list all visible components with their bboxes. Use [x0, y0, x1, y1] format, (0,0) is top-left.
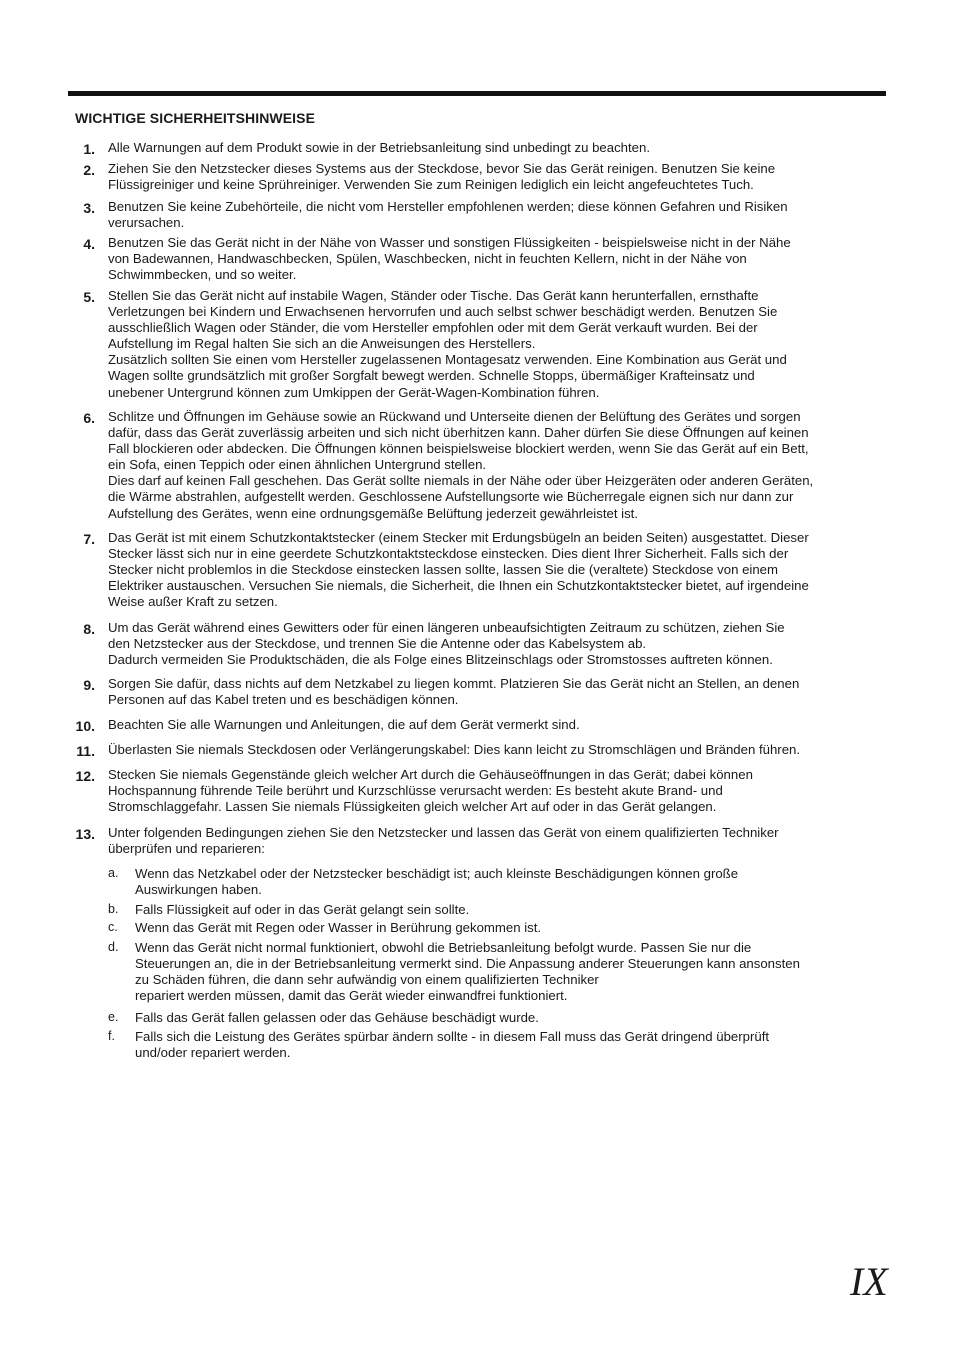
text-line: Überlasten Sie niemals Steckdosen oder Verlängerungskabel: Dies kann leicht zu Stromschlägen und Bränden führen.	[108, 742, 801, 757]
item-number: 8.	[83, 621, 95, 637]
text-line: Ziehen Sie den Netzstecker dieses Systems aus der Steckdose, bevor Sie das Gerät reinigen. Benutzen Sie keine	[108, 161, 776, 176]
text-line: verursachen.	[108, 215, 185, 231]
list-item	[70, 199, 882, 231]
item-number: 7.	[83, 531, 95, 547]
text-line: Fall blockieren oder abdecken. Die Öffnungen können beispielsweise blockiert werden, wenn Sie das Gerät auf ein Bett,	[108, 441, 809, 457]
item-text	[108, 235, 882, 283]
sub-item-letter: f.	[108, 1029, 115, 1043]
item-number: 5.	[83, 289, 95, 305]
item-text	[108, 140, 882, 156]
item-number: 6.	[83, 410, 95, 426]
text-line: ein Sofa, einen Teppich oder einen ähnlichen Untergrund stellen.	[108, 457, 487, 473]
page-number: IX	[850, 1259, 888, 1304]
text-line: von Badewannen, Handwaschbecken, Spülen, Waschbecken, nicht in feuchten Kellern, nicht in der Nähe von	[108, 251, 747, 267]
item-text	[108, 409, 882, 522]
list-item	[70, 161, 882, 193]
text-line: die Wärme abstrahlen, aufgestellt werden. Geschlossene Aufstellungsorte wie Bücherregale eignen sich nur dann zur	[108, 489, 794, 505]
text-line: zu Schäden führen, die dann sehr aufwändig von einem qualifizierten Techniker	[135, 972, 599, 988]
text-line: Schwimmbecken, und so weiter.	[108, 267, 297, 283]
text-line: Personen auf das Kabel treten und es beschädigen können.	[108, 692, 459, 708]
item-text	[108, 676, 882, 708]
item-number: 1.	[83, 141, 95, 157]
item-number: 11.	[76, 743, 95, 759]
list-item	[70, 288, 882, 401]
text-line: Schlitze und Öffnungen im Gehäuse sowie an Rückwand und Unterseite dienen der Belüftung des Gerätes und sorgen	[108, 409, 801, 424]
item-text	[108, 288, 882, 401]
item-text	[108, 620, 882, 668]
list-item	[70, 140, 882, 156]
item-number: 2.	[83, 162, 95, 178]
text-line: überprüfen und reparieren:	[108, 841, 265, 857]
header-rule	[68, 91, 886, 96]
text-line: Zusätzlich sollten Sie einen vom Hersteller zugelassenen Montagesatz verwenden. Eine Kombination aus Gerät und	[108, 352, 787, 368]
list-item	[70, 717, 882, 733]
text-line: Wenn das Gerät mit Regen oder Wasser in Berührung gekommen ist.	[135, 920, 542, 935]
sub-item	[108, 902, 878, 918]
text-line: Stecker lässt sich nur in eine geerdete Schutzkontaktsteckdose einstecken. Dies dient Ihrer Sicherheit. Falls sich der	[108, 546, 789, 562]
text-line: Verletzungen bei Kindern und Erwachsenen hervorrufen und auch selbst schwer beschädigt werden. Benutzen Sie	[108, 304, 778, 320]
sub-item-text	[135, 1029, 878, 1061]
list-item	[70, 767, 882, 815]
sub-item-letter: d.	[108, 940, 119, 954]
text-line: Wenn das Gerät nicht normal funktioniert, obwohl die Betriebsanleitung befolgt wurde. Passen Sie nur die	[135, 940, 752, 955]
text-line: Auswirkungen haben.	[135, 882, 262, 898]
text-line: Sorgen Sie dafür, dass nichts auf dem Netzkabel zu liegen kommt. Platzieren Sie das Gerät nicht an Stellen, an denen	[108, 676, 800, 691]
item-text	[108, 742, 882, 758]
text-line: Dies darf auf keinen Fall geschehen. Das Gerät sollte niemals in der Nähe oder über Heizgeräten oder anderen Geräten,	[108, 473, 814, 489]
text-line: Elektriker austauschen. Versuchen Sie niemals, die Sicherheit, die Ihnen ein Schutzkontaktstecker bietet, auf irgendeine	[108, 578, 809, 594]
text-line: Stecken Sie niemals Gegenstände gleich welcher Art durch die Gehäuseöffnungen in das Gerät; dabei können	[108, 767, 753, 782]
item-number: 3.	[83, 200, 95, 216]
list-item	[70, 742, 882, 758]
text-line: Unter folgenden Bedingungen ziehen Sie den Netzstecker und lassen das Gerät von einem qualifizierten Techniker	[108, 825, 779, 840]
sub-item-letter: a.	[108, 866, 119, 880]
text-line: den Netzstecker aus der Steckdose, und trennen Sie die Antenne oder das Kabelsystem ab.	[108, 636, 647, 652]
sub-item	[108, 940, 878, 1004]
text-line: Weise außer Kraft zu setzen.	[108, 594, 278, 610]
text-line: Stecker nicht problemlos in die Steckdose einstecken lassen sollte, lassen Sie die (veraltete) Steckdose von einem	[108, 562, 778, 578]
text-line: Hochspannung führende Teile berührt und Kurzschlüsse verursacht werden: Es besteht akute Brand- und	[108, 783, 723, 799]
text-line: und/oder repariert werden.	[135, 1045, 291, 1061]
text-line: Alle Warnungen auf dem Produkt sowie in der Betriebsanleitung sind unbedingt zu beachten.	[108, 140, 651, 155]
item-number: 4.	[83, 236, 95, 252]
item-number: 10.	[75, 718, 95, 734]
text-line: Stromschlaggefahr. Lassen Sie niemals Flüssigkeiten gleich welcher Art auf oder in das Gerät gelangen.	[108, 799, 717, 815]
sub-item-text	[135, 866, 878, 898]
sub-item	[108, 1010, 878, 1026]
item-text	[108, 161, 882, 193]
text-line: Flüssigreiniger und keine Sprühreiniger. Verwenden Sie zum Reinigen lediglich ein leicht angefeuchtetes Tuch.	[108, 177, 754, 193]
section-heading: WICHTIGE SICHERHEITSHINWEISE	[75, 110, 316, 126]
text-line: Falls das Gerät fallen gelassen oder das Gehäuse beschädigt wurde.	[135, 1010, 539, 1025]
text-line: Aufstellung im Regal halten Sie sich an die Anweisungen des Herstellers.	[108, 336, 536, 352]
sub-item-text	[135, 1010, 878, 1026]
item-number: 13.	[75, 826, 95, 842]
text-line: Falls sich die Leistung des Gerätes spürbar ändern sollte - in diesem Fall muss das Gerät dringend überprüft	[135, 1029, 770, 1044]
text-line: Um das Gerät während eines Gewitters oder für einen längeren unbeaufsichtigten Zeitraum zu schützen, ziehen Sie	[108, 620, 785, 635]
list-item	[70, 409, 882, 522]
item-text	[108, 767, 882, 815]
list-item	[70, 620, 882, 668]
sub-item	[108, 1029, 878, 1061]
text-line: Beachten Sie alle Warnungen und Anleitungen, die auf dem Gerät vermerkt sind.	[108, 717, 580, 732]
sub-item-letter: b.	[108, 902, 119, 916]
sub-item	[108, 920, 878, 936]
list-item	[70, 235, 882, 283]
item-text	[108, 717, 882, 733]
text-line: Benutzen Sie das Gerät nicht in der Nähe von Wasser und sonstigen Flüssigkeiten - beispielsweise nicht in der Nähe	[108, 235, 791, 250]
item-text	[108, 825, 882, 857]
text-line: unebener Untergrund können zum Umkippen der Gerät-Wagen-Kombination führen.	[108, 384, 600, 400]
item-text	[108, 199, 882, 231]
text-line: Das Gerät ist mit einem Schutzkontaktstecker (einem Stecker mit Erdungsbügeln an beiden Seiten) ausgestattet. Dieser	[108, 530, 809, 545]
text-line: Benutzen Sie keine Zubehörteile, die nicht vom Hersteller empfohlenen werden; diese können Gefahren und Risiken	[108, 199, 788, 214]
item-number: 9.	[83, 677, 95, 693]
sub-item-text	[135, 940, 878, 1004]
text-line: ausschließlich Wagen oder Ständer, die vom Hersteller empfohlen oder mit dem Gerät verkauft wurden. Bei der	[108, 320, 758, 336]
item-number: 12.	[75, 768, 95, 784]
sub-item-letter: c.	[108, 920, 118, 934]
list-item	[70, 676, 882, 708]
text-line: Dadurch vermeiden Sie Produktschäden, die als Folge eines Blitzeinschlags oder Stromstosses auftreten können.	[108, 652, 773, 668]
text-line: Stellen Sie das Gerät nicht auf instabile Wagen, Ständer oder Tische. Das Gerät kann herunterfallen, ernsthafte	[108, 288, 759, 303]
sub-item-letter: e.	[108, 1010, 119, 1024]
text-line: Steuerungen an, die in der Betriebsanleitung vermerkt sind. Die Anpassung anderer Steuerungen kann ansonsten	[135, 956, 800, 972]
text-line: repariert werden müssen, damit das Gerät wieder einwandfrei funktioniert.	[135, 988, 568, 1004]
list-item	[70, 530, 882, 610]
text-line: dafür, dass das Gerät zuverlässig arbeiten und sich nicht überhitzen kann. Daher dürfen Sie diese Öffnungen auf keinen	[108, 425, 809, 441]
item-text	[108, 530, 882, 610]
text-line: Aufstellung des Gerätes, wenn eine ordnungsgemäße Belüftung jederzeit gewährleistet ist.	[108, 505, 639, 521]
text-line: Wagen sollte grundsätzlich mit großer Sorgfalt bewegt werden. Schnelle Stopps, übermäßiger Krafteinsatz und	[108, 368, 755, 384]
sub-item-text	[135, 902, 878, 918]
sub-item-text	[135, 920, 878, 936]
sub-item	[108, 866, 878, 898]
text-line: Falls Flüssigkeit auf oder in das Gerät gelangt sein sollte.	[135, 902, 470, 917]
list-item	[70, 825, 882, 857]
text-line: Wenn das Netzkabel oder der Netzstecker beschädigt ist; auch kleinste Beschädigungen können große	[135, 866, 739, 881]
